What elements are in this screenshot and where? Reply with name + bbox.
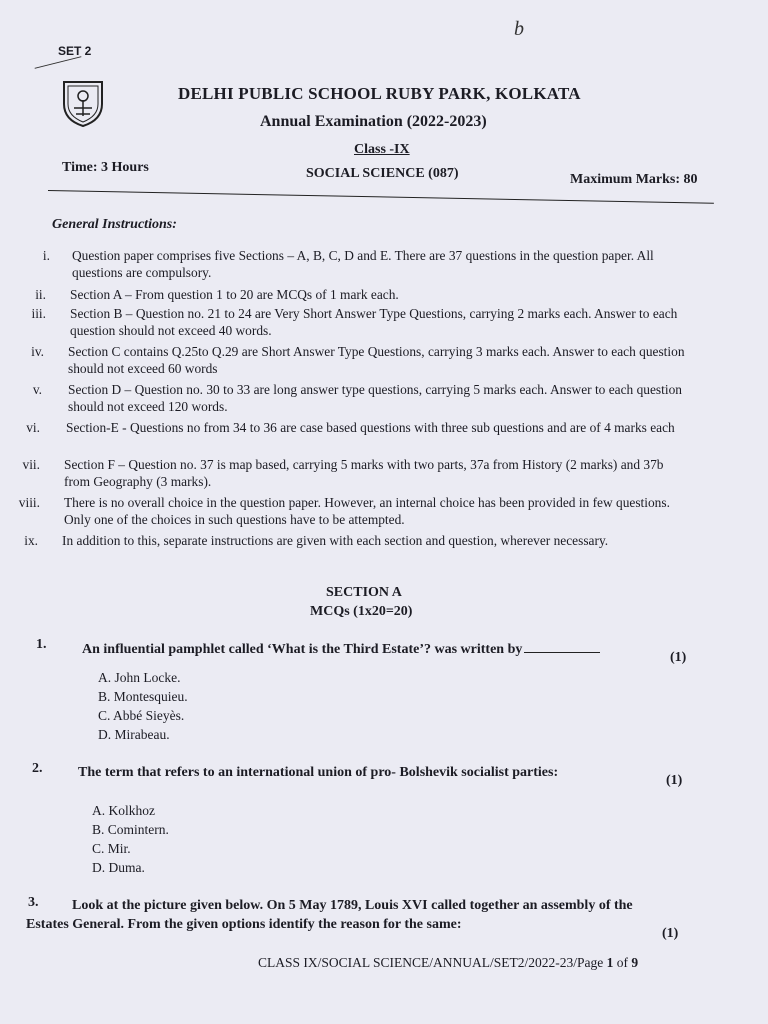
subject-label: SOCIAL SCIENCE (087) xyxy=(306,166,459,181)
footer-page-number: 1 xyxy=(606,955,614,970)
max-marks-label: Maximum Marks: 80 xyxy=(570,172,698,187)
footer-page-total: 9 xyxy=(631,955,639,970)
option-item: D. Mirabeau. xyxy=(98,727,170,742)
instruction-number: i. xyxy=(42,248,50,263)
exam-name: Annual Examination (2022-2023) xyxy=(260,113,487,130)
instruction-text: In addition to this, separate instructions are given with each section and question, wherever necessary. xyxy=(62,533,609,548)
instruction-text: Section F – Question no. 37 is map based, carrying 5 marks with two parts, 37a from History (2 marks) and 37b from Geography (3 marks). xyxy=(64,457,664,489)
question-text: The term that refers to an international union of pro- Bolshevik socialist parties: xyxy=(78,765,559,780)
answer-blank xyxy=(524,640,600,653)
instruction-text: Question paper comprises five Sections – A, B, C, D and E. There are 37 questions in the question paper. All questions are compulsory. xyxy=(72,248,654,280)
instruction-number: vii. xyxy=(22,457,40,472)
option-item: B. Comintern. xyxy=(92,822,169,837)
option-item: C. Mir. xyxy=(92,841,131,856)
question-text-line2: Estates General. From the given options identify the reason for the same: xyxy=(26,917,462,932)
instruction-text: Section B – Question no. 21 to 24 are Very Short Answer Type Questions, carrying 2 marks each. Answer to each question should not exceed 40 words. xyxy=(70,306,678,338)
question-marks: (1) xyxy=(670,650,687,665)
instruction-text: Section C contains Q.25to Q.29 are Short Answer Type Questions, carrying 3 marks each. Answer to each question should not exceed 60 words xyxy=(68,344,685,376)
question-number: 3. xyxy=(28,895,39,910)
option-item: D. Duma. xyxy=(92,860,145,875)
option-item: A. Kolkhoz xyxy=(92,803,155,818)
footer-of: of xyxy=(613,955,632,970)
pen-stroke xyxy=(35,56,82,69)
option-item: C. Abbé Sieyès. xyxy=(98,708,185,723)
instruction-number: viii. xyxy=(18,495,40,510)
school-crest-icon xyxy=(60,78,106,128)
set-label: SET 2 xyxy=(58,44,92,58)
footer-text: CLASS IX/SOCIAL SCIENCE/ANNUAL/SET2/2022-23/Page xyxy=(258,955,607,970)
instruction-text: Section A – From question 1 to 20 are MCQs of 1 mark each. xyxy=(70,287,399,302)
instruction-number: ix. xyxy=(24,533,38,548)
instruction-number: ii. xyxy=(35,287,46,302)
time-label: Time: 3 Hours xyxy=(62,160,149,175)
header-divider xyxy=(48,190,714,204)
instruction-number: iv. xyxy=(31,344,44,359)
question-marks: (1) xyxy=(662,926,679,941)
option-item: B. Montesquieu. xyxy=(98,689,188,704)
question-text-content: An influential pamphlet called ‘What is the Third Estate’? was written by xyxy=(82,642,523,657)
section-title: SECTION A xyxy=(326,585,402,600)
instruction-text: There is no overall choice in the question paper. However, an internal choice has been provided in few questions. Only one of the choices in such questions have to be attempted. xyxy=(64,495,670,527)
instruction-text: Section D – Question no. 30 to 33 are long answer type questions, carrying 5 marks each. Answer to each question should not exceed 120 words. xyxy=(68,382,682,414)
school-name: DELHI PUBLIC SCHOOL RUBY PARK, KOLKATA xyxy=(178,84,581,103)
instruction-number: v. xyxy=(32,382,42,397)
instructions-title: General Instructions: xyxy=(52,217,177,232)
question-text xyxy=(82,640,600,658)
question-marks: (1) xyxy=(666,773,683,788)
option-item: A. John Locke. xyxy=(98,670,181,685)
question-number: 2. xyxy=(32,761,43,776)
instruction-number: iii. xyxy=(31,306,46,321)
page-footer xyxy=(258,955,638,971)
section-subtitle: MCQs (1x20=20) xyxy=(310,604,413,619)
handwritten-initial: b xyxy=(514,18,524,40)
class-label: Class -IX xyxy=(354,142,410,157)
question-number: 1. xyxy=(36,637,47,652)
instruction-number: vi. xyxy=(26,420,40,435)
question-text-line1: Look at the picture given below. On 5 May 1789, Louis XVI called together an assembly of the xyxy=(72,898,633,913)
instruction-text: Section-E - Questions no from 34 to 36 are case based questions with three sub questions and are of 4 marks each xyxy=(66,420,675,435)
